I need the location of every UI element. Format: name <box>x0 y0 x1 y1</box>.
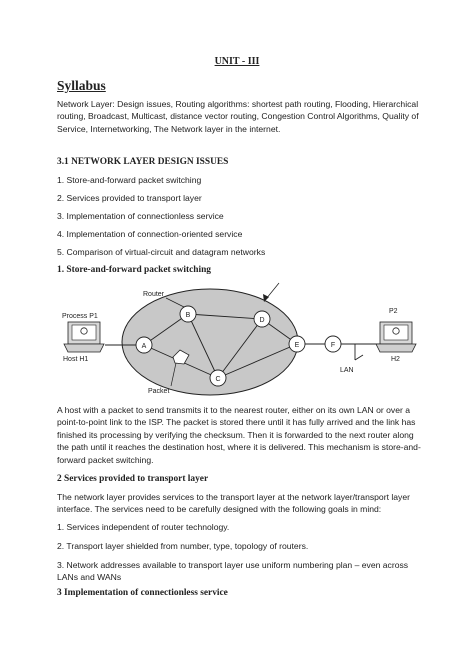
node-a-label: A <box>141 343 147 350</box>
node-d-label: D <box>259 317 265 324</box>
issue-item: 4. Implementation of connection-oriented service <box>57 229 243 239</box>
goal-item: 3. Network addresses available to transport layer use uniform numbering plan – even across LANs and WANs <box>57 560 409 583</box>
subsection-heading-1: 1. Store-and-forward packet switching <box>57 265 211 275</box>
unit-title: UNIT - III <box>214 56 260 67</box>
syllabus-heading: Syllabus <box>57 78 106 93</box>
issue-item: 3. Implementation of connectionless service <box>57 211 224 221</box>
packet-label: Packet <box>148 388 170 395</box>
node-b-label: B <box>185 312 191 319</box>
paragraph-store-forward: A host with a packet to send transmits it to the nearest router, either on its own LAN or over a point-to-point link to the ISP. The packet is stored there until it has fully arrived and the link has finished its processing by verifying the checksum. Then it is forwarded to the next router along the path until it reaches the destination host, where it is delivered. This mechanism is store-and-forward packet switching. <box>57 405 421 465</box>
goal-item: 2. Transport layer shielded from number, type, topology of routers. <box>57 541 309 551</box>
node-e-label: E <box>294 342 300 349</box>
section-heading: 3.1 NETWORK LAYER DESIGN ISSUES <box>57 157 229 167</box>
subsection-heading-2: 2 Services provided to transport layer <box>57 474 209 484</box>
syllabus-text: Network Layer: Design issues, Routing algorithms: shortest path routing, Flooding, Hierarchical routing, Broadcast, Multicast, distance vector routing, Congestion Control Algorithms, Quality of Service, Internetworking, The Network layer in the internet. <box>57 99 419 134</box>
process-p1-label: Process P1 <box>62 313 98 320</box>
lan-label: LAN <box>340 367 354 374</box>
host-h2-computer <box>376 322 416 352</box>
host-h1-computer <box>64 322 104 352</box>
node-f-label: F <box>330 342 336 349</box>
node-c-label: C <box>215 376 221 383</box>
host-h2-label: H2 <box>391 356 400 363</box>
issue-item: 5. Comparison of virtual-circuit and datagram networks <box>57 247 266 257</box>
subsection-heading-3: 3 Implementation of connectionless service <box>57 588 228 598</box>
paragraph-services: The network layer provides services to the transport layer at the network layer/transport layer interface. The services need to be carefully designed with the following goals in mind: <box>57 492 410 515</box>
host-h1-label: Host H1 <box>63 356 89 363</box>
process-p2-label: P2 <box>389 308 398 315</box>
router-label: Router <box>143 291 165 298</box>
issue-item: 1. Store-and-forward packet switching <box>57 175 202 185</box>
issue-item: 2. Services provided to transport layer <box>57 193 202 203</box>
goal-item: 1. Services independent of router technology. <box>57 522 230 532</box>
